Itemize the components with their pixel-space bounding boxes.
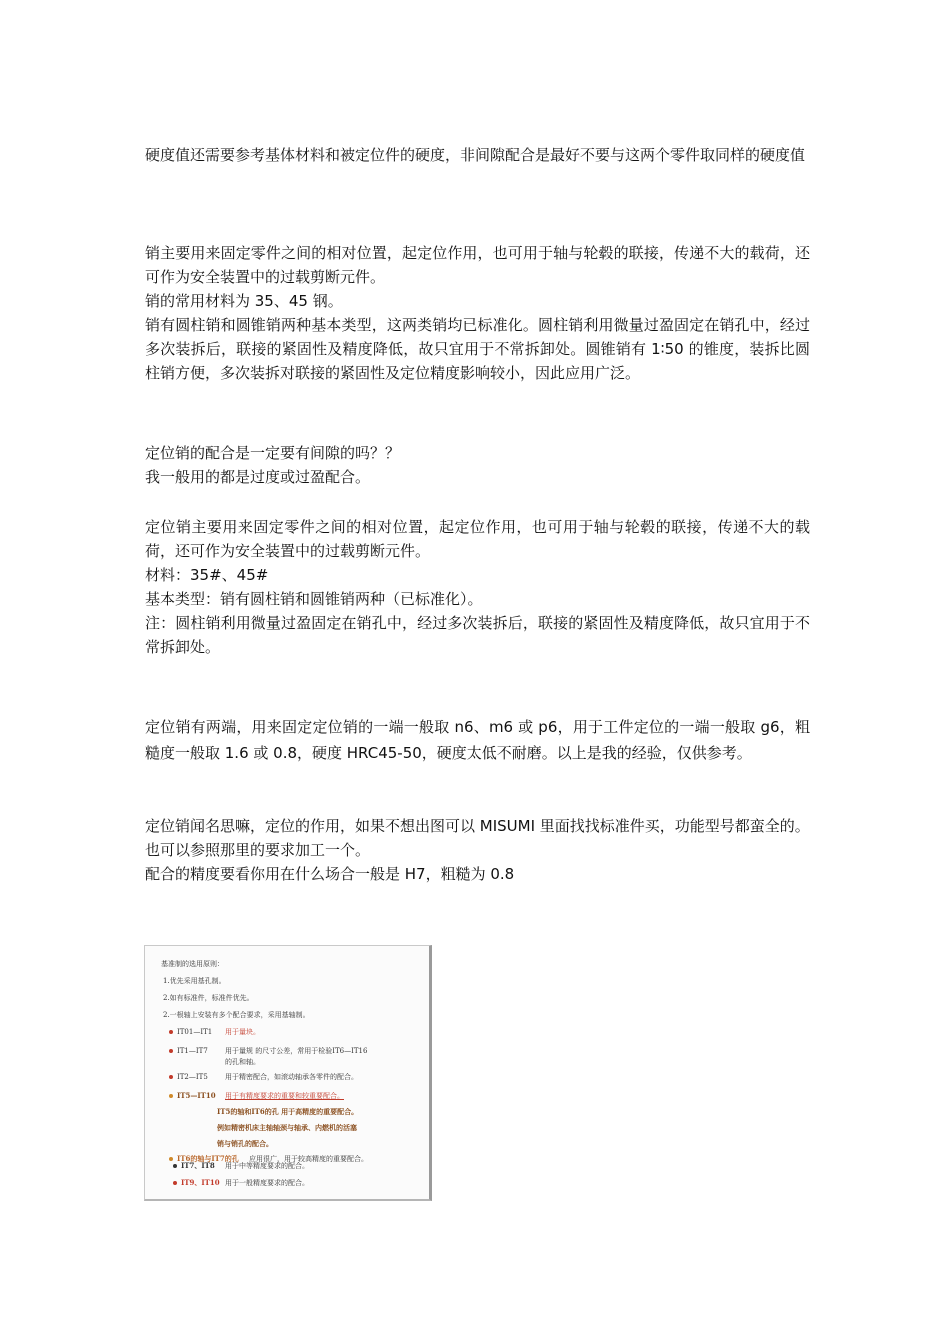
figure-item-grade: IT9、IT10 <box>181 1178 220 1187</box>
text-line: 销主要用来固定零件之间的相对位置，起定位作用，也可用于轴与轮毂的联接，传递不大的载荷，还可作为安全装置中的过载剪断元件。 <box>145 244 810 286</box>
text-line: 硬度值还需要参考基体材料和被定位件的硬度，非间隙配合是最好不要与这两个零件取同样的硬度值 <box>145 146 806 164</box>
figure-item-text: 用于量块。 <box>225 1028 260 1036</box>
text-line: 注：圆柱销利用微量过盈固定在销孔中，经过多次装拆后，联接的紧固性及精度降低，故只宜用于不常拆卸处。 <box>145 614 810 656</box>
figure-item-grade: IT01—IT1 <box>177 1028 213 1036</box>
text-line: 我一般用的都是过度或过盈配合。 <box>145 468 371 486</box>
bullet-icon <box>169 1030 173 1034</box>
figure-item-text: 用于中等精度要求的配合。 <box>225 1162 309 1170</box>
text-line: 定位销闻名思嘛，定位的作用，如果不想出图可以 MISUMI 里面找找标准件买，功能型号都蛮全的。 <box>145 817 810 835</box>
figure-item-grade: IT2—IT5 <box>177 1073 208 1081</box>
text-line: 也可以参照那里的要求加工一个。 <box>145 841 371 859</box>
text-line: 配合的精度要看你用在什么场合一般是 H7，粗糙为 0.8 <box>145 865 515 883</box>
paragraph-misumi <box>145 814 810 886</box>
figure-item-subtext: 销与销孔的配合。 <box>217 1139 273 1148</box>
paragraph-question <box>145 441 810 489</box>
bullet-icon <box>169 1075 173 1079</box>
bullet-icon <box>173 1181 177 1185</box>
text-line: 材料：35#、45# <box>145 566 269 584</box>
figure-item-grade: IT7、IT8 <box>181 1161 215 1170</box>
bullet-icon <box>169 1094 173 1098</box>
bullet-icon <box>169 1157 173 1161</box>
figure-item-text: 用于量规 的尺寸公差，常用于检验IT6—IT16 <box>225 1047 368 1055</box>
tolerance-figure <box>144 945 432 1201</box>
figure-item-text: 用于有精度要求的重要和较重要配合。 <box>225 1092 344 1100</box>
bullet-icon <box>169 1049 173 1053</box>
figure-item-text: 用于一般精度要求的配合。 <box>225 1179 309 1187</box>
figure-title: 基准制的选用原则： <box>161 960 224 968</box>
paragraph-two-ends <box>145 714 810 766</box>
text-line: 基本类型：销有圆柱销和圆锥销两种（已标准化）。 <box>145 590 483 608</box>
figure-item-grade: IT5—IT10 <box>177 1091 216 1100</box>
bullet-icon <box>173 1164 177 1168</box>
paragraph-pin-purpose <box>145 241 810 385</box>
text-line: 定位销主要用来固定零件之间的相对位置，起定位作用，也可用于轴与轮毂的联接，传递不大的载荷，还可作为安全装置中的过载剪断元件。 <box>145 518 810 560</box>
text-line: 销的常用材料为 35、45 钢。 <box>145 292 343 310</box>
figure-item-text: 用于精密配合，如滚动轴承各零件的配合。 <box>225 1073 358 1081</box>
figure-item-grade: IT1—IT7 <box>177 1047 208 1055</box>
figure-rule: 1.优先采用基孔制。 <box>163 977 226 985</box>
figure-rule: 2.如有标准件，标准件优先。 <box>163 994 254 1002</box>
paragraph-locating-pin <box>145 515 810 659</box>
text-line: 定位销的配合是一定要有间隙的吗？？ <box>145 444 401 462</box>
figure-item-subtext: IT5的轴和IT6的孔 用于高精度的重要配合。 <box>217 1107 359 1116</box>
figure-item-grade: IT6的轴与IT7的孔 <box>177 1154 239 1163</box>
figure-item-subtext: 的孔和轴。 <box>225 1058 260 1066</box>
text-line: 定位销有两端，用来固定定位销的一端一般取 n6、m6 或 p6，用于工件定位的一端一般取 g6，粗糙度一般取 1.6 或 0.8，硬度 HRC45-50，硬度太低不耐磨。以上是我的经验，仅供参考。 <box>145 718 810 762</box>
paragraph-hardness <box>145 143 810 167</box>
text-line: 销有圆柱销和圆锥销两种基本类型，这两类销均已标准化。圆柱销利用微量过盈固定在销孔中，经过多次装拆后，联接的紧固性及精度降低，故只宜用于不常拆卸处。圆锥销有 1∶50 的锥度，装拆比圆柱销方便，多次装拆对联接的紧固性及定位精度影响较小，因此应用广泛。 <box>145 316 810 382</box>
figure-item-text: 应用很广，用于较高精度的重要配合。 <box>249 1155 368 1163</box>
figure-item-subtext: 例如精密机床主轴轴颈与轴承、内燃机的活塞 <box>217 1123 357 1132</box>
figure-rule: 2.一根轴上安装有多个配合要求，采用基轴制。 <box>163 1011 310 1019</box>
